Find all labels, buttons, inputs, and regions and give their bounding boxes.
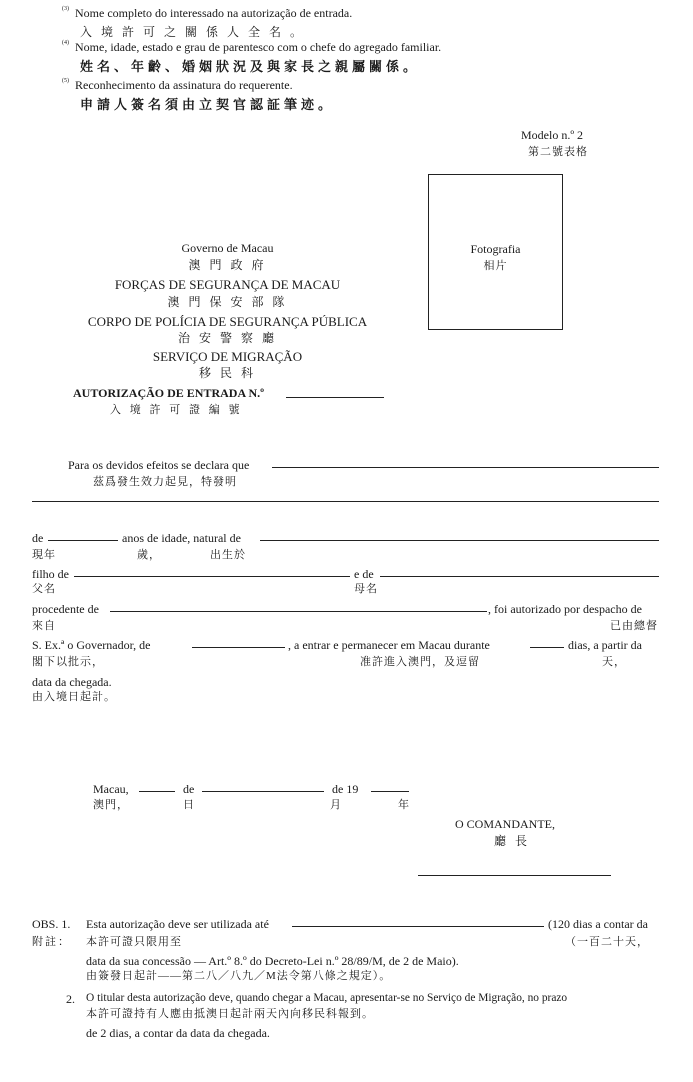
note-number: (5)	[62, 78, 69, 84]
date-day-field[interactable]	[139, 791, 175, 792]
note-4	[62, 40, 441, 55]
obs-2-text-2: de 2 dias, a contar da data da chegada.	[86, 1026, 270, 1040]
note-3	[62, 6, 352, 21]
declare-label-zh: 茲爲發生效力起見，特發明	[93, 476, 237, 488]
days-label: dias, a partir da	[568, 638, 642, 652]
note-3-zh: 入 境 許 可 之 關 係 人 全 名 。	[80, 25, 306, 39]
date-place-label-zh: 澳門，	[93, 799, 129, 811]
origin-label: procedente de	[32, 602, 99, 616]
declare-label: Para os devidos efeitos se declara que	[68, 458, 250, 472]
commander-title: O COMANDANTE,	[455, 817, 555, 831]
obs-label-zh: 附註：	[32, 936, 71, 948]
header-police-corps: CORPO DE POLÍCIA DE SEGURANÇA PÚBLICA	[87, 314, 368, 329]
date-year-field[interactable]	[371, 791, 409, 792]
date-of-label: de	[183, 782, 195, 796]
note-number: (4)	[62, 40, 69, 46]
header-security-forces: FORÇAS DE SEGURANÇA DE MACAU	[114, 277, 341, 292]
arrival-label: data da chegada.	[32, 675, 112, 689]
father-label-zh: 父名	[32, 583, 56, 595]
dispatch-label: , foi autorizado por despacho de	[488, 602, 642, 616]
note-text: Reconhecimento da assinatura do requerente.	[75, 78, 293, 92]
age-label: de	[32, 531, 44, 545]
obs-2-text-zh: 本許可證持有人應由抵澳日起計兩天內向移民科報到。	[86, 1008, 374, 1020]
model-number: Modelo n.º 2	[521, 128, 584, 142]
date-day-label-zh: 日	[183, 799, 195, 811]
mother-label: e de	[354, 567, 374, 581]
note-number: (3)	[62, 6, 69, 12]
note-text: Nome completo do interessado na autorização de entrada.	[75, 6, 353, 20]
auth-number-field[interactable]	[286, 397, 384, 398]
date-year-label: de 19	[332, 782, 359, 796]
obs-1-text-2: data da sua concessão — Art.º 8.º do Decreto-Lei n.º 28/89/M, de 2 de Maio).	[86, 954, 459, 968]
auth-number-label: AUTORIZAÇÃO DE ENTRADA N.º	[73, 386, 265, 400]
origin-label-zh: 來自	[32, 620, 56, 632]
photo-label-zh: 相片	[483, 260, 508, 272]
obs-1-text: Esta autorização deve ser utilizada até	[86, 917, 269, 931]
arrival-label-zh: 由入境日起計。	[32, 691, 116, 703]
date-month-label-zh: 月	[330, 799, 342, 811]
header-security-forces-zh: 澳 門 保 安 部 隊	[167, 295, 288, 309]
obs-valid-until-field[interactable]	[292, 926, 544, 927]
header-police-corps-zh: 治 安 警 察 廳	[177, 331, 277, 345]
obs-2-text: O titular desta autorização deve, quando chegar a Macau, apresentar-se no Serviço de Migração, no prazo	[86, 992, 568, 1004]
governor-label: S. Ex.ª o Governador, de	[32, 638, 151, 652]
mother-field[interactable]	[380, 576, 659, 577]
enter-label: , a entrar e permanecer em Macau durante	[288, 638, 490, 652]
obs-1-end: (120 dias a contar da	[548, 917, 648, 931]
years-label-zh: 歲，	[137, 549, 161, 561]
dispatch-label-zh: 已由總督	[610, 620, 658, 632]
header-government: Governo de Macau	[181, 241, 274, 255]
note-text: Nome, idade, estado e grau de parentesco com o chefe do agregado familiar.	[75, 40, 442, 54]
note-5-zh: 申請人簽名須由立契官認証筆迹。	[80, 97, 336, 112]
commander-signature-field[interactable]	[418, 875, 611, 876]
date-year-label-zh: 年	[398, 799, 410, 811]
obs-1-text-zh: 本許可證只限用至	[86, 936, 182, 948]
header-government-zh: 澳 門 政 府	[188, 258, 267, 272]
days-field[interactable]	[530, 647, 564, 648]
days-label-zh: 天，	[602, 656, 626, 668]
mother-label-zh: 母名	[354, 583, 378, 595]
photo-label: Fotografia	[470, 242, 521, 256]
note-5	[62, 78, 293, 93]
commander-title-zh: 廳 長	[494, 834, 531, 848]
header-migration-service-zh: 移 民 科	[198, 366, 256, 380]
governor-date-field[interactable]	[192, 647, 285, 648]
auth-number-label-zh: 入 境 許 可 證 編 號	[110, 404, 243, 416]
date-place-label: Macau,	[93, 782, 129, 796]
header-migration-service: SERVIÇO DE MIGRAÇÃO	[152, 349, 303, 364]
note-4-zh: 姓名、年齡、婚姻狀況及與家長之親屬關係。	[80, 59, 421, 74]
obs-label: OBS. 1.	[32, 917, 71, 931]
age-label-zh: 現年	[32, 549, 56, 561]
father-label: filho de	[32, 567, 69, 581]
father-field[interactable]	[74, 576, 350, 577]
natural-field[interactable]	[260, 540, 659, 541]
declare-field-2[interactable]	[32, 501, 659, 502]
date-month-field[interactable]	[202, 791, 324, 792]
enter-label-zh: 准許進入澳門，及逗留	[360, 656, 480, 668]
obs-2-number: 2.	[66, 992, 75, 1006]
natural-label: anos de idade, natural de	[122, 531, 241, 545]
declare-field[interactable]	[272, 467, 659, 468]
governor-label-zh: 閣下以批示，	[32, 656, 104, 668]
age-field[interactable]	[48, 540, 118, 541]
origin-field[interactable]	[110, 611, 487, 612]
natural-label-zh: 出生於	[210, 549, 246, 561]
obs-1-end-zh: （一百二十天，	[565, 936, 649, 948]
obs-1-text-2-zh: 由簽發日起計——第二八／八九／M法令第八條之規定）。	[86, 970, 392, 982]
model-number-zh: 第二號表格	[528, 146, 588, 158]
